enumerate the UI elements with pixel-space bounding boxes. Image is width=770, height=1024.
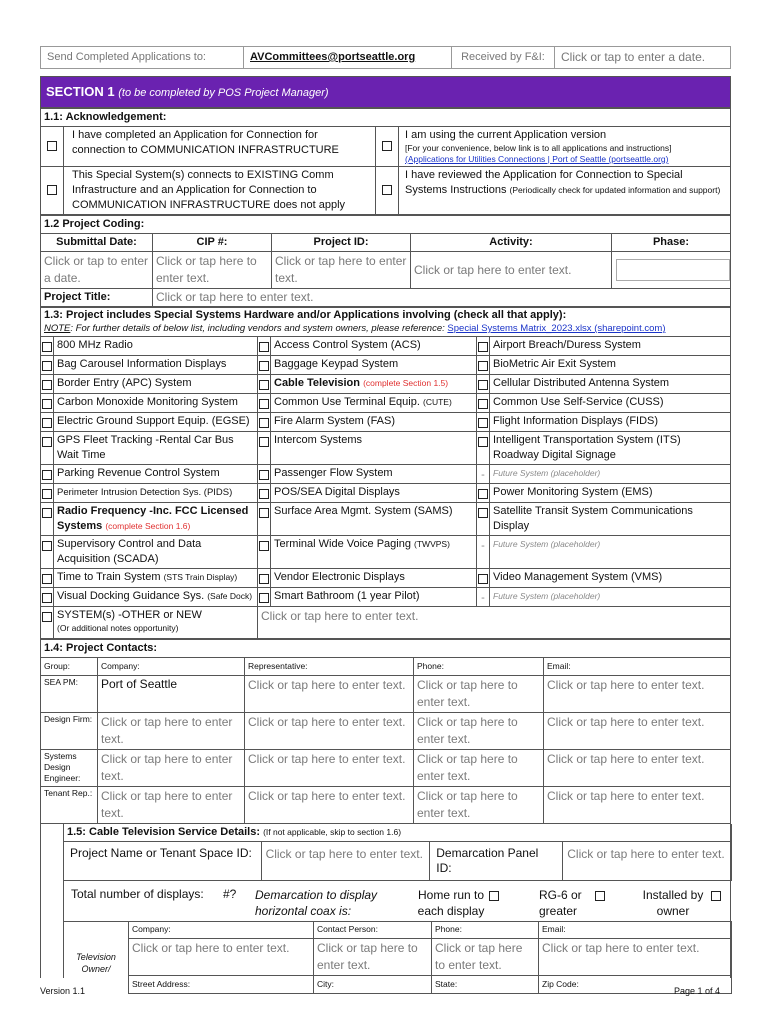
contact-company-field[interactable]: Click or tap here to enter text.: [98, 713, 245, 750]
system-label: 800 MHz Radio: [57, 339, 133, 351]
ack-item4-checkbox[interactable]: [382, 185, 392, 195]
received-date-field[interactable]: Click or tap to enter a date.: [555, 47, 731, 69]
contact-rep-field[interactable]: Click or tap here to enter text.: [245, 676, 414, 713]
footer-version: Version 1.1: [40, 986, 86, 996]
catv-rg6-checkbox[interactable]: [595, 891, 605, 901]
activity-field[interactable]: Click or tap here to enter text.: [411, 252, 612, 289]
contact-email-field[interactable]: Click or tap here to enter text.: [544, 676, 731, 713]
addr-header-state: State:: [432, 976, 539, 994]
system-label: Flight Information Displays (FIDS): [493, 415, 659, 427]
contacts-heading: 1.4: Project Contacts:: [41, 640, 731, 658]
catv-owner-block: [63, 921, 732, 989]
system-checkbox[interactable]: [478, 489, 488, 499]
system-label: Visual Docking Guidance Sys.: [57, 590, 205, 602]
system-checkbox[interactable]: [42, 489, 52, 499]
project-title-field[interactable]: Click or tap here to enter text.: [153, 289, 731, 307]
system-checkbox[interactable]: [259, 508, 269, 518]
system-label: Terminal Wide Voice Paging: [274, 538, 411, 550]
section1-subtitle: (to be completed by POS Project Manager): [118, 87, 329, 99]
system-checkbox[interactable]: [259, 574, 269, 584]
contact-group-label: Tenant Rep.:: [41, 787, 98, 824]
ack-item2-note: [For your convenience, below link is to all applications and instructions]: [405, 143, 672, 153]
system-abbrev-note: (TWVPS): [414, 539, 450, 549]
contact-phone-field[interactable]: Click or tap here to enter text.: [414, 676, 544, 713]
contact-company-field[interactable]: Click or tap here to enter text.: [98, 787, 245, 824]
catv-opt-installed: Installed by owner: [642, 888, 704, 918]
section1-header: [40, 76, 731, 108]
ack-item4-note: (Periodically check for updated information and support): [509, 185, 721, 195]
catv-total-field[interactable]: #?: [223, 887, 237, 901]
system-checkbox[interactable]: [478, 361, 488, 371]
catv-demarc-coax: Demarcation to display horizontal coax is:: [255, 888, 378, 918]
system-other-note: (Or additional notes opportunity): [57, 623, 179, 633]
system-label: Baggage Keypad System: [274, 358, 399, 370]
phase-dropdown[interactable]: [616, 259, 730, 281]
system-checkbox[interactable]: [42, 399, 52, 409]
catv-project-name-label: Project Name or Tenant Space ID:: [64, 842, 262, 881]
system-label: Video Management System (VMS): [493, 571, 663, 583]
contacts-header-phone: Phone:: [414, 658, 544, 676]
system-label: POS/SEA Digital Displays: [274, 486, 400, 498]
project-coding-table: [40, 215, 731, 307]
owner-email-field[interactable]: Click or tap here to enter text.: [539, 939, 732, 976]
contact-phone-field[interactable]: Click or tap here to enter text.: [414, 787, 544, 824]
received-label: Received by F&I:: [452, 47, 555, 69]
ack-item1-checkbox[interactable]: [47, 141, 57, 151]
ack-item1-text: I have completed an Application for Connection for connection to COMMUNICATION INFRASTRUCTURE: [64, 127, 376, 167]
system-label: Carbon Monoxide Monitoring System: [57, 396, 238, 408]
owner-header-company: Company:: [129, 921, 314, 939]
cip-field[interactable]: Click or tap here to enter text.: [153, 252, 272, 289]
owner-phone-field[interactable]: Click or tap here to enter text.: [432, 939, 539, 976]
catv-owner-label: Television Owner/: [76, 952, 116, 974]
system-label: Common Use Terminal Equip.: [274, 396, 420, 408]
contact-rep-field[interactable]: Click or tap here to enter text.: [245, 750, 414, 787]
system-checkbox[interactable]: [42, 342, 52, 352]
system-label: Future System (placeholder): [493, 539, 601, 549]
owner-header-email: Email:: [539, 921, 732, 939]
section1-title: SECTION 1: [46, 84, 115, 99]
ack-item4-text: I have reviewed the Application for Connection to Special Systems Instructions: [405, 169, 683, 196]
addr-header-street: Street Address:: [129, 976, 314, 994]
system-label: Border Entry (APC) System: [57, 377, 192, 389]
system-checkbox[interactable]: [42, 418, 52, 428]
catv-home-run-checkbox[interactable]: [489, 891, 499, 901]
ack-item3-checkbox[interactable]: [47, 185, 57, 195]
send-label: Send Completed Applications to:: [41, 47, 244, 69]
system-label: Surface Area Mgmt. System (SAMS): [274, 505, 453, 517]
contact-email-field[interactable]: Click or tap here to enter text.: [544, 750, 731, 787]
contacts-header-rep: Representative:: [245, 658, 414, 676]
system-checkbox[interactable]: [42, 361, 52, 371]
catv-heading: 1.5: Cable Television Service Details:: [67, 826, 260, 838]
catv-heading-note: (If not applicable, skip to section 1.6): [263, 827, 402, 837]
system-abbrev-note: (CUTE): [422, 397, 452, 407]
system-other-checkbox[interactable]: [42, 612, 52, 622]
footer-page: Page 1 of 4: [673, 986, 720, 996]
coding-header-submittal: Submittal Date:: [41, 234, 153, 252]
system-checkbox[interactable]: [42, 593, 52, 603]
catv-opt-rg6: RG-6 or greater: [539, 888, 582, 918]
ack-applications-link[interactable]: (Applications for Utilities Connections | Port of Seattle (portseattle.org): [405, 154, 669, 164]
system-checkbox[interactable]: [42, 470, 52, 480]
system-label: Common Use Self-Service (CUSS): [493, 396, 664, 408]
system-label: Smart Bathroom (1 year Pilot): [274, 590, 420, 602]
contacts-header-company: Company:: [98, 658, 245, 676]
system-section-note: (complete Section 1.5): [363, 378, 449, 388]
contact-company-field: Port of Seattle: [98, 676, 245, 713]
system-checkbox[interactable]: [42, 541, 52, 551]
system-checkbox[interactable]: [478, 437, 488, 447]
coding-heading: 1.2 Project Coding:: [41, 216, 731, 234]
system-other-label: SYSTEM(s) -OTHER or NEW: [57, 609, 202, 621]
coding-header-phase: Phase:: [612, 234, 731, 252]
system-checkbox[interactable]: [259, 541, 269, 551]
coding-header-cip: CIP #:: [153, 234, 272, 252]
special-systems-table: [40, 307, 731, 639]
system-abbrev-note: (Safe Dock): [207, 591, 253, 601]
system-checkbox[interactable]: [42, 380, 52, 390]
future-dash: -: [481, 540, 485, 552]
ack-heading: 1.1: Acknowledgement:: [41, 109, 731, 127]
owner-company-field[interactable]: Click or tap here to enter text.: [129, 939, 314, 976]
contacts-table: [40, 639, 731, 824]
system-checkbox[interactable]: [478, 342, 488, 352]
system-label: Cellular Distributed Antenna System: [493, 377, 670, 389]
system-checkbox[interactable]: [259, 470, 269, 480]
system-checkbox[interactable]: [478, 399, 488, 409]
system-label: Intercom Systems: [274, 434, 363, 446]
system-label: Passenger Flow System: [274, 467, 393, 479]
future-dash: -: [481, 469, 485, 481]
submission-email-link[interactable]: AVCommittees@portseattle.org: [244, 47, 452, 69]
catv-owner-table: [128, 921, 732, 994]
system-label: Vendor Electronic Displays: [274, 571, 405, 583]
systems-heading: 1.3: Project includes Special Systems Hardware and/or Applications involving (check all that apply):: [44, 309, 567, 321]
catv-total-label: Total number of displays:: [71, 887, 204, 901]
owner-header-contact: Contact Person:: [314, 921, 432, 939]
ack-item2-checkbox[interactable]: [382, 141, 392, 151]
project-id-field[interactable]: Click or tap here to enter text.: [272, 252, 411, 289]
system-label: Intelligent Transportation System (ITS) Roadway Digital Signage: [493, 434, 681, 461]
system-checkbox[interactable]: [478, 418, 488, 428]
catv-installed-checkbox[interactable]: [711, 891, 721, 901]
submission-bar: [40, 46, 731, 69]
system-label: Fire Alarm System (FAS): [274, 415, 396, 427]
catv-opt-home-run: Home run to each display: [417, 888, 485, 918]
system-label: Time to Train System: [57, 571, 161, 583]
system-checkbox[interactable]: [259, 418, 269, 428]
system-label: Perimeter Intrusion Detection Sys. (PIDS): [57, 487, 233, 498]
acknowledgement-table: [40, 108, 731, 215]
system-checkbox[interactable]: [478, 508, 488, 518]
contact-company-field[interactable]: Click or tap here to enter text.: [98, 750, 245, 787]
future-dash: -: [481, 592, 485, 604]
system-label: Power Monitoring System (EMS): [493, 486, 653, 498]
ack-item3-text: This Special System(s) connects to EXISTING Comm Infrastructure and an Application for Connection to COMMUNICATION INFRASTRUCTURE does not apply: [64, 167, 376, 215]
system-checkbox[interactable]: [259, 380, 269, 390]
system-label: Parking Revenue Control System: [57, 467, 220, 479]
system-checkbox[interactable]: [42, 574, 52, 584]
catv-left-bar: [41, 824, 64, 978]
system-checkbox[interactable]: [259, 593, 269, 603]
contact-email-field[interactable]: Click or tap here to enter text.: [544, 713, 731, 750]
contact-rep-field[interactable]: Click or tap here to enter text.: [245, 787, 414, 824]
system-label: Supervisory Control and Data Acquisition (SCADA): [57, 538, 202, 565]
systems-note: : For further details of below list, including vendors and system owners, please reference:: [70, 323, 448, 334]
project-title-label: Project Title:: [41, 289, 153, 307]
system-checkbox[interactable]: [259, 399, 269, 409]
system-checkbox[interactable]: [478, 380, 488, 390]
system-label: Future System (placeholder): [493, 591, 601, 601]
system-checkbox[interactable]: [259, 342, 269, 352]
system-checkbox[interactable]: [42, 437, 52, 447]
system-label: Airport Breach/Duress System: [493, 339, 641, 351]
system-checkbox[interactable]: [478, 574, 488, 584]
system-checkbox[interactable]: [42, 508, 52, 518]
addr-header-zip: Zip Code:: [539, 976, 732, 994]
system-checkbox[interactable]: [259, 361, 269, 371]
system-label: BioMetric Air Exit System: [493, 358, 616, 370]
catv-demarc-label: Demarcation Panel ID:: [430, 842, 563, 881]
system-other-field[interactable]: Click or tap here to enter text.: [258, 607, 731, 639]
system-label: Cable Television: [274, 377, 360, 389]
addr-header-city: City:: [314, 976, 432, 994]
system-label: Bag Carousel Information Displays: [57, 358, 227, 370]
system-section-note: (complete Section 1.6): [105, 521, 191, 531]
system-label: Electric Ground Support Equip. (EGSE): [57, 415, 250, 427]
system-label: Access Control System (ACS): [274, 339, 421, 351]
submittal-date-field[interactable]: Click or tap to enter a date.: [41, 252, 153, 289]
contact-email-field[interactable]: Click or tap here to enter text.: [544, 787, 731, 824]
catv-section: [40, 824, 731, 989]
contacts-header-group: Group:: [41, 658, 98, 676]
contact-group-label: Design Firm:: [41, 713, 98, 750]
system-label: Future System (placeholder): [493, 468, 601, 478]
contacts-header-email: Email:: [544, 658, 731, 676]
catv-demarc-field[interactable]: Click or tap here to enter text.: [563, 842, 732, 881]
systems-matrix-link[interactable]: Special Systems Matrix_2023.xlsx (sharepoint.com): [447, 323, 666, 334]
system-label: GPS Fleet Tracking -Rental Car Bus Wait Time: [57, 434, 234, 461]
contact-phone-field[interactable]: Click or tap here to enter text.: [414, 750, 544, 787]
contact-rep-field[interactable]: Click or tap here to enter text.: [245, 713, 414, 750]
ack-item2-text: I am using the current Application version: [405, 129, 607, 141]
system-label: Satellite Transit System Communications Display: [493, 505, 693, 532]
form-main: [40, 76, 731, 989]
systems-note-prefix: NOTE: [44, 323, 71, 334]
catv-table: [63, 824, 732, 881]
system-abbrev-note: (STS Train Display): [163, 572, 238, 582]
system-label: Radio Frequency -Inc. FCC Licensed Systems: [57, 505, 249, 532]
catv-project-name-field[interactable]: Click or tap here to enter text.: [261, 842, 430, 881]
system-checkbox[interactable]: [259, 489, 269, 499]
catv-displays-row: [63, 881, 732, 922]
contact-group-label: Systems Design Engineer:: [41, 750, 98, 787]
system-checkbox[interactable]: [259, 437, 269, 447]
coding-header-project-id: Project ID:: [272, 234, 411, 252]
owner-header-phone: Phone:: [432, 921, 539, 939]
owner-contact-field[interactable]: Click or tap here to enter text.: [314, 939, 432, 976]
contact-group-label: SEA PM:: [41, 676, 98, 713]
contact-phone-field[interactable]: Click or tap here to enter text.: [414, 713, 544, 750]
coding-header-activity: Activity:: [411, 234, 612, 252]
